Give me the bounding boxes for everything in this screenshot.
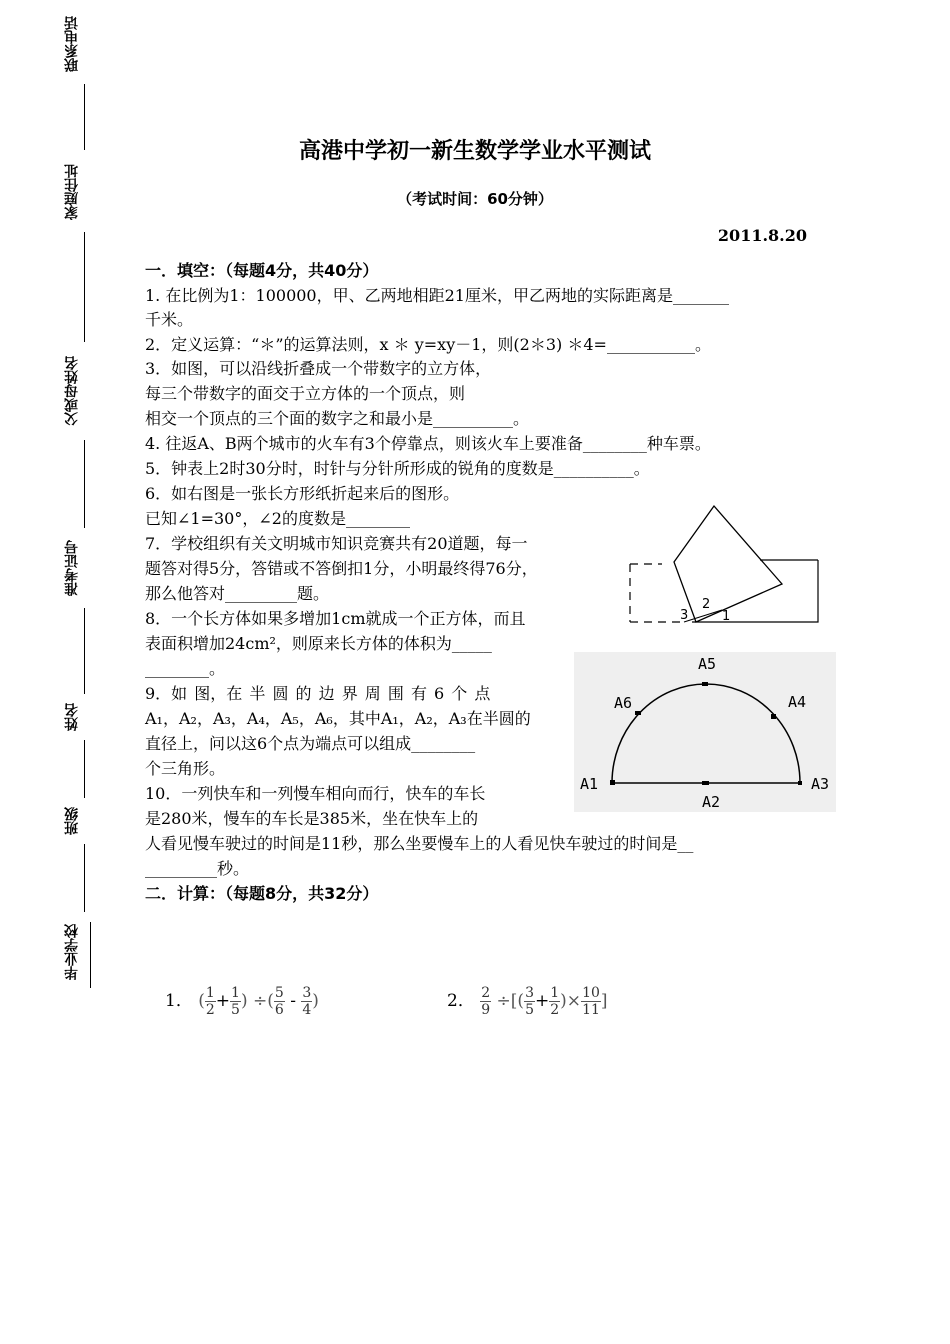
fraction: $\frac{2}{9}$ — [481, 985, 491, 1018]
angle-3-label: 3 — [680, 608, 689, 623]
section-heading-fill: 一．填空：（每题4分，共40分） — [145, 261, 379, 280]
fraction: $\frac{1}{2}$ — [205, 985, 215, 1018]
question-line: ________。 — [145, 659, 226, 678]
question-line: 相交一个顶点的三个面的数字之和最小是__________。 — [145, 409, 530, 428]
side-fill-line — [84, 844, 85, 912]
question-line: 5．钟表上2时30分时，时针与分针所形成的锐角的度数是__________。 — [145, 459, 650, 478]
calc-problem-1 — [165, 985, 319, 1018]
angle-1-label: 1 — [722, 609, 731, 624]
side-label-address: 家庭住址 — [64, 164, 80, 220]
question-line: 直径上，问以这6个点为端点可以组成________ — [145, 734, 476, 753]
fraction: $\frac{1}{5}$ — [231, 985, 240, 1018]
bracket: ] — [600, 991, 608, 1011]
side-label-name: 姓名 — [64, 703, 80, 731]
problem-number: 2． — [447, 991, 475, 1011]
page-title: 高港中学初一新生数学学业水平测试 — [298, 139, 651, 164]
question-line: 4. 往返A、B两个城市的火车有3个停靠点，则该火车上要准备________种车票。 — [145, 434, 711, 453]
section-heading-calc: 二．计算：（每题8分，共32分） — [145, 884, 379, 903]
side-label-school: 毕业学校 — [64, 924, 80, 980]
side-label-exam-number: 准考证号 — [64, 540, 80, 596]
operator: - — [284, 991, 302, 1011]
question-line: 7．学校组织有关文明城市知识竞赛共有20道题，每一 — [145, 534, 528, 553]
folded-paper-figure — [622, 500, 822, 630]
question-line: 6．如右图是一张长方形纸折起来后的图形。 — [145, 484, 460, 503]
side-fill-line — [84, 740, 85, 798]
operator: ) ÷( — [240, 991, 274, 1011]
point-a4-label: A4 — [788, 693, 807, 711]
fraction: $\frac{1}{2}$ — [550, 985, 560, 1018]
point-a3-label: A3 — [811, 775, 830, 793]
question-line: 那么他答对_________题。 — [145, 584, 330, 603]
question-line: 千米。 — [145, 310, 194, 329]
paren: ) — [312, 991, 319, 1011]
question-line: A₁，A₂，A₃，A₄，A₅，A₆，其中A₁，A₂，A₃在半圆的 — [145, 709, 531, 728]
question-line: 3．如图，可以沿线折叠成一个带数字的立方体， — [145, 359, 492, 378]
question-line: 表面积增加24cm²，则原来长方体的体积为_____ — [145, 634, 492, 653]
calc-problem-2 — [447, 985, 608, 1018]
operator: + — [215, 991, 231, 1011]
operator: )× — [560, 991, 582, 1011]
question-line: 2．定义运算：“＊”的运算法则，x ＊ y=xy－1，则(2＊3) ＊4=___________。 — [145, 335, 711, 354]
side-fill-line — [90, 922, 91, 988]
question-line: 10．一列快车和一列慢车相向而行，快车的车长 — [145, 784, 486, 803]
question-line: 题答对得5分，答错或不答倒扣1分，小明最终得76分， — [145, 559, 538, 578]
fraction: $\frac{10}{11}$ — [582, 985, 600, 1018]
fraction: $\frac{5}{6}$ — [274, 985, 284, 1018]
question-line: 1. 在比例为1：100000，甲、乙两地相距21厘米，甲乙两地的实际距离是_______ — [145, 286, 729, 305]
operator: ÷[( — [491, 991, 525, 1011]
point-a1-label: A1 — [580, 775, 599, 793]
side-label-class: 班级 — [64, 807, 80, 835]
angle-2-label: 2 — [702, 597, 711, 612]
semicircle-figure — [574, 652, 836, 812]
question-line: 是280米，慢车的车长是385米，坐在快车上的 — [145, 809, 479, 828]
exam-date: 2011.8.20 — [717, 226, 807, 245]
operator: + — [535, 991, 550, 1011]
question-line: 人看见慢车驶过的时间是11秒，那么坐要慢车上的人看见快车驶过的时间是__ — [145, 834, 694, 853]
exam-duration: （考试时间：60分钟） — [397, 190, 553, 208]
side-fill-line — [84, 608, 85, 694]
point-a2-label: A2 — [702, 793, 721, 811]
question-line: 个三角形。 — [145, 759, 226, 778]
question-line: 已知∠1=30°，∠2的度数是________ — [145, 509, 410, 528]
problem-number: 1． — [165, 991, 193, 1011]
paren: ( — [198, 991, 205, 1011]
point-a5-label: A5 — [698, 655, 717, 673]
question-line: 8．一个长方体如果多增加1cm就成一个正方体，而且 — [145, 609, 526, 628]
side-fill-line — [84, 232, 85, 342]
question-line: 9．如 图，在 半 圆 的 边 界 周 围 有 6 个 点 — [145, 684, 491, 703]
fraction: $\frac{3}{5}$ — [525, 985, 534, 1018]
side-label-parent-name: 父或母姓名 — [64, 356, 80, 426]
point-a6-label: A6 — [614, 694, 633, 712]
question-line: _________秒。 — [145, 859, 250, 878]
side-fill-line — [84, 440, 85, 528]
question-line: 每三个带数字的面交于立方体的一个顶点，则 — [145, 384, 466, 403]
fraction: $\frac{3}{4}$ — [302, 985, 312, 1018]
side-label-phone: 联系电话 — [64, 16, 80, 72]
